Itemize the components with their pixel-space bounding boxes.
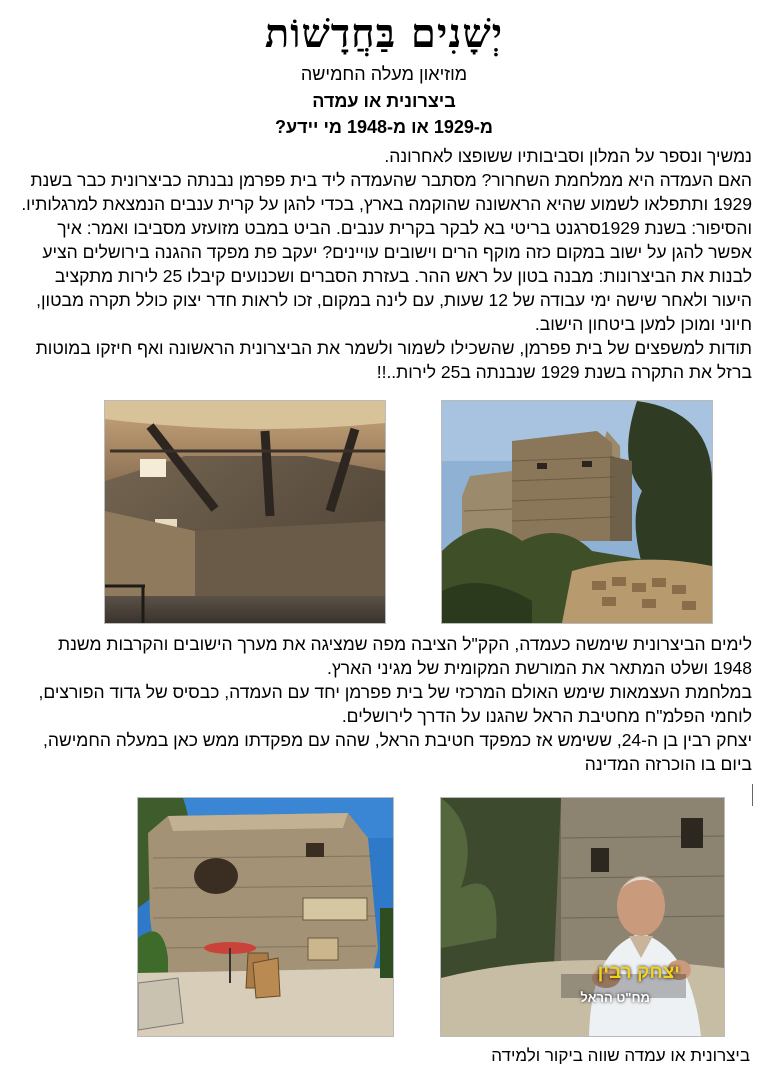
paragraph: האם העמדה היא ממלחמת השחרור? מסתבר שהעמדה ליד בית פפרמן נבנתה כביצרונית כבר בשנת 1929 ותתפלאו לשמוע שהיא הראשונה שהוקמה בארץ, בכדי להגן על קרית ענבים הנמצאת למרגלותיו. והסיפור: בשנת 1929סרגנט בריטי בא לבקר בקרית ענבים. הביט במבט מזועזע מסביבו ואמר: איך אפשר להגן על ישוב במקום כזה מוקף הרים וישובים עויינים? יעקב פת מפקד ההגנה בירושלים הציע לבנות את הביצרונות: מבנה בטון על ראש ההר. בעזרת הסברים ושכנועים קיבלו 25 לירות מתקציב היעור ולאחר שישה ימי עבודה של 12 שעות, עם לינה במקום, זכו לראות חדר יצוק כולל תקרה מבטון, חיוני ומוכן למען ביטחון הישוב. xyxy=(21,170,752,334)
article-subheading: מ-1929 או מ-1948 מי יידע? xyxy=(275,117,493,137)
museum-subtitle: מוזיאון מעלה החמישה xyxy=(300,64,468,84)
bunker-exterior-photo xyxy=(441,400,713,624)
paragraph: תודות למשפצים של בית פפרמן, שהשכילו לשמור ולשמר את הביצרונית הראשונה ואף חיזקו במוטות ברזל את התקרה בשנת 1929 שנבנתה ב25 לירות..!! xyxy=(35,338,752,382)
video-overlay-name: יצחק רבין xyxy=(597,962,680,983)
paragraph: יצחק רבין בן ה-24, ששימש אז כמפקד חטיבת הראל, שהה עם מפקדתו ממש כאן במעלה החמישה, ביום בו הוכרזה המדינה xyxy=(43,730,752,774)
paragraph: במלחמת העצמאות שימש האולם המרכזי של בית פפרמן יחד עם העמדה, כבסיס של גדוד הפורצים, לוחמי הפלמ"ח מחטיבת הראל שהגנו על הדרך לירושלים. xyxy=(38,682,752,726)
photo-caption: ביצרונית או עמדה שווה ביקור ולמידה xyxy=(491,1046,750,1065)
text-cursor-mark xyxy=(752,784,753,806)
article-body-top xyxy=(16,144,752,384)
article-heading: ביצרונית או עמדה xyxy=(312,91,456,111)
page-title: יְשָׁנִים בַּחֲדָשׁוֹת xyxy=(264,10,504,57)
paragraph: נמשיך ונספר על המלון וסביבותיו ששופצו לאחרונה. xyxy=(384,146,752,166)
rabin-video-still xyxy=(440,797,725,1037)
video-overlay-role: מח"ט הראל xyxy=(580,990,650,1005)
paragraph: לימים הביצרונית שימשה כעמדה, הקק"ל הציבה מפה שמציגה את מערך הישובים והקרבות משנת 1948 ושלט המתאר את המורשת המקומית של מגיני הארץ. xyxy=(57,634,752,678)
article-body-bottom xyxy=(16,632,752,776)
restored-bunker-photo xyxy=(137,797,394,1037)
bunker-interior-photo xyxy=(104,400,386,624)
